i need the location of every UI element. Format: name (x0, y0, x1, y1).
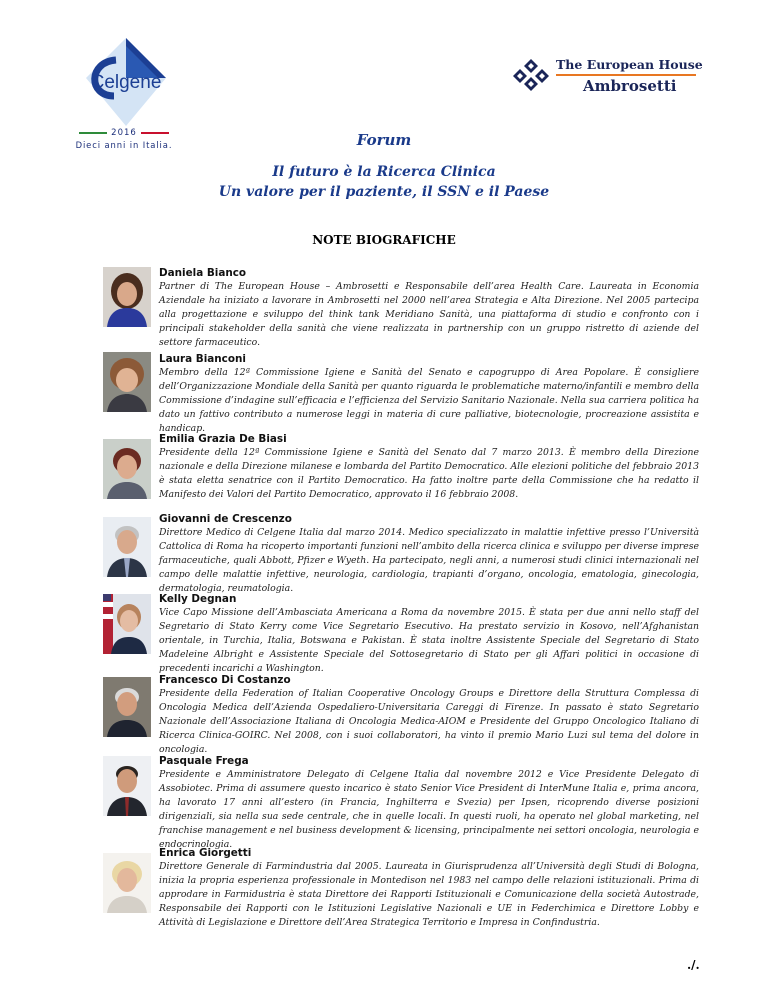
bio-entry (159, 432, 699, 502)
bio-name: Enrica Giorgetti (159, 847, 252, 859)
bio-text: Membro della 12ª Commissione Igiene e Sanità del Senato e capogruppo di Area Popolare. È consigliere dell’Organizzazione Mondiale della Sanità per quanto riguarda le problematiche materno/infantili e membro della Commissione d’indagine sull’efficacia e l’efficienza del Servizio Sanitario Nazionale. Nella sua carriera politica ha dato un fattivo contributo a numerose leggi in materia di cure palliative, biotecnologie, procreazione assistita e handicap. (159, 367, 699, 434)
bio-name: Giovanni de Crescenzo (159, 513, 292, 525)
bio-name: Emilia Grazia De Biasi (159, 433, 287, 445)
bio-entry (159, 846, 699, 930)
event-title-line2: Un valore per il paziente, il SSN e il Paese (218, 184, 550, 200)
portrait-photo (103, 517, 151, 577)
bio-entry (159, 512, 699, 596)
bio-text: Direttore Generale di Farmindustria dal 2005. Laureata in Giurisprudenza all’Università degli Studi di Bologna, inizia la propria esperienza professionale in Montedison nel 1983 nel campo delle relazioni istituzionali. Prima di approdare in Farmidustria è stata Direttore dei Rapporti Istituzionali e Comunicazione della società Autostrade, Responsabile dei Rapporti con le Istituzioni Legislative Nazionali e UE in Federchimica e Direttore Lobby e Attività di Legislazione e Direttore dell’Area Strategica Territorio e Impresa in Confindustria. (159, 861, 699, 928)
bio-text: Presidente e Amministratore Delegato di Celgene Italia dal novembre 2012 e Vice Presidente Delegato di Assobiotec. Prima di assumere questo incarico è stato Senior Vice President di InterMune Italia e, prima ancora, ha lavorato 17 anni all’estero (in Francia, Inghilterra e Svezia) per Ipsen, ricoprendo diverse posizioni dirigenziali, sia nella sua sede centrale, che in quelle locali. In questi ruoli, ha operato nel global marketing, nel franchise management e nel business development & licensing, principalmente nei settori oncologia, neurologia e endocrinologia. (159, 769, 699, 850)
ambrosetti-logo-rule (556, 74, 696, 76)
bio-entry (159, 754, 699, 851)
bio-name: Kelly Degnan (159, 593, 237, 605)
continuation-marker: ./. (687, 958, 700, 972)
portrait-photo (103, 352, 151, 412)
event-title-line1: Il futuro è la Ricerca Clinica (272, 164, 496, 180)
bio-name: Francesco Di Costanzo (159, 674, 291, 686)
portrait-photo (103, 677, 151, 737)
bio-entry (159, 592, 699, 676)
section-title: NOTE BIOGRAFICHE (312, 233, 456, 247)
bio-entry (159, 352, 699, 436)
bio-name: Laura Bianconi (159, 353, 246, 365)
portrait-photo (103, 439, 151, 499)
portrait-photo (103, 267, 151, 327)
portrait-photo (103, 756, 151, 816)
celgene-tagline: Dieci anni in Italia. (75, 140, 173, 150)
bio-name: Daniela Bianco (159, 267, 247, 279)
bio-text: Vice Capo Missione dell’Ambasciata Americana a Roma da novembre 2015. È stata per due anni nello staff del Segretario di Stato Kerry come Vice Segretario Esecutivo. Ha prestato servizio in Kosovo, nell’Afghanistan orientale, in Turchia, Italia, Botswana e Pakistan. È stata inoltre Assistente Speciale del Segretario di Stato Madeleine Albright e Assistente Speciale del Sottosegretario di Stato per gli Affari politici in occasione di precedenti incarichi a Washington. (159, 607, 699, 674)
ambrosetti-logo-mark (512, 58, 550, 92)
celgene-year-text: 2016 (111, 128, 137, 138)
bio-entry (159, 266, 699, 350)
bio-text: Direttore Medico di Celgene Italia dal marzo 2014. Medico specializzato in malattie infettive presso l’Università Cattolica di Roma ha ricoperto importanti funzioni nell’ambito della ricerca clinica e sviluppo per diverse imprese farmaceutiche, quali Abbott, Pfizer e Wyeth. Ha partecipato, negli anni, a numerosi studi clinici internazionali nel campo delle malattie infettive, neurologia, cardiologia, trapianti d’organo, oncologia, ematologia, ginecologia, dermatologia, reumatologia. (159, 527, 699, 594)
portrait-photo (103, 594, 151, 654)
celgene-wordmark: Celgene (90, 72, 162, 93)
ambrosetti-logo-line2: Ambrosetti (583, 77, 677, 95)
bio-entry (159, 673, 699, 757)
forum-label: Forum (356, 131, 412, 149)
bio-text: Partner di The European House – Ambrosetti e Responsabile dell’area Health Care. Laureata in Economia Aziendale ha iniziato a lavorare in Ambrosetti nel 2000 nell’area Strategia e Alta Direzione. Nel 2005 partecipa alla progettazione e sviluppo del think tank Meridiano Sanità, una piattaforma di studio e confronto con i principali stakeholder della sanità che viene realizzata in partnership con un gruppo ristretto di aziende del settore farmaceutico. (159, 281, 699, 348)
ambrosetti-logo-line1: The European House (556, 57, 703, 72)
bio-text: Presidente della Federation of Italian Cooperative Oncology Groups e Direttore della Struttura Complessa di Oncologia Medica dell’Azienda Ospedaliero-Universitaria Careggi di Firenze. In passato è stato Segretario Nazionale dell’Associazione Italiana di Oncologia Medica-AIOM e Presidente del Gruppo Oncologico Italiano di Ricerca Clinica-GOIRC. Nel 2008, con i suoi collaboratori, ha vinto il premio Mario Luzi sul tema del dolore in oncologia. (159, 688, 699, 755)
portrait-photo (103, 853, 151, 913)
bio-name: Pasquale Frega (159, 755, 249, 767)
bio-text: Presidente della 12ª Commissione Igiene e Sanità del Senato dal 7 marzo 2013. È membro della Direzione nazionale e della Direzione milanese e lombarda del Partito Democratico. Alle elezioni politiche del febbraio 2013 è stata eletta senatrice con il Partito Democratico. Ha fatto inoltre parte della Commissione che ha redatto il Manifesto dei Valori del Partito Democratico, approvato il 16 febbraio 2008. (159, 447, 699, 500)
